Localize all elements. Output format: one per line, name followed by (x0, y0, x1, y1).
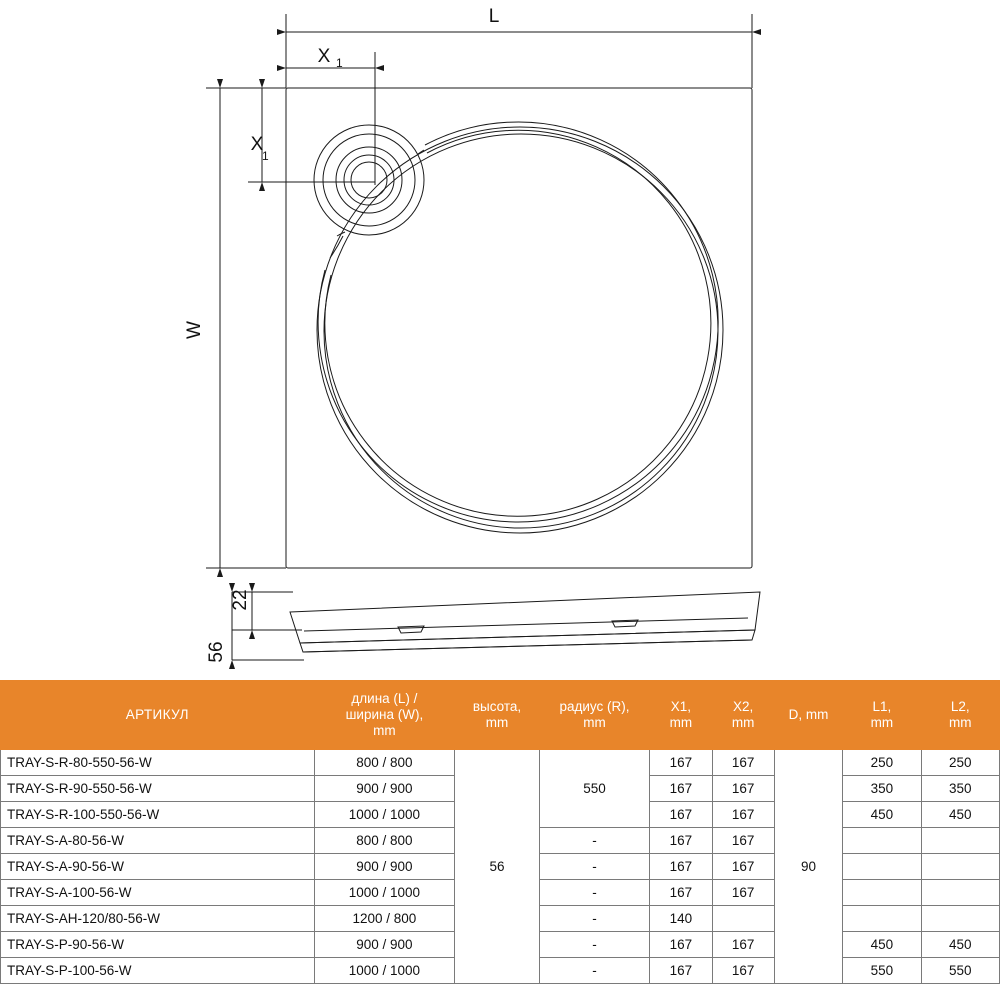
cell-x2: 167 (712, 958, 774, 984)
cell-article: TRAY-S-AH-120/80-56-W (1, 906, 315, 932)
specification-table (0, 680, 1000, 984)
cell-x2: 167 (712, 854, 774, 880)
cell-l2 (921, 880, 999, 906)
table-body (1, 750, 1000, 984)
cell-article: TRAY-S-R-90-550-56-W (1, 776, 315, 802)
cell-length-width: 1000 / 1000 (314, 958, 455, 984)
cell-l1: 450 (843, 802, 921, 828)
cell-article: TRAY-S-A-100-56-W (1, 880, 315, 906)
cell-x2 (712, 906, 774, 932)
cell-x2: 167 (712, 750, 774, 776)
column-header-l1-line1: L1, (872, 699, 892, 715)
cell-length-width: 800 / 800 (314, 828, 455, 854)
cell-x2: 167 (712, 828, 774, 854)
dim-label-height-56: 56 (206, 641, 227, 663)
cell-article: TRAY-S-A-80-56-W (1, 828, 315, 854)
cell-x1: 167 (650, 750, 712, 776)
cell-length-width: 900 / 900 (314, 854, 455, 880)
cell-l1: 350 (843, 776, 921, 802)
column-header-article: АРТИКУЛ (1, 681, 315, 750)
cell-l2: 350 (921, 776, 999, 802)
column-header-x2-line1: X2, (733, 699, 754, 715)
cell-l2: 450 (921, 802, 999, 828)
cell-x1: 167 (650, 802, 712, 828)
dim-label-x1-left-subscript: 1 (262, 149, 269, 163)
column-header-lw-line2: ширина (W), (345, 707, 424, 723)
cell-x2: 167 (712, 776, 774, 802)
cell-length-width: 900 / 900 (314, 776, 455, 802)
cell-l2 (921, 828, 999, 854)
cell-l2: 550 (921, 958, 999, 984)
cell-article: TRAY-S-R-100-550-56-W (1, 802, 315, 828)
cell-radius: - (539, 906, 650, 932)
dim-label-length: L (488, 6, 500, 27)
cell-l2 (921, 854, 999, 880)
cell-d-merged: 90 (774, 750, 842, 984)
cell-x1: 140 (650, 906, 712, 932)
cell-radius: - (539, 932, 650, 958)
cell-length-width: 800 / 800 (314, 750, 455, 776)
column-header-height (455, 681, 539, 750)
column-header-d: D, mm (774, 681, 842, 750)
table-header-row (1, 681, 1000, 750)
column-header-l2 (921, 681, 999, 750)
cell-length-width: 1000 / 1000 (314, 880, 455, 906)
cell-article: TRAY-S-R-80-550-56-W (1, 750, 315, 776)
column-header-lw-line1: длина (L) / (351, 691, 418, 707)
cell-l2 (921, 906, 999, 932)
cell-l1 (843, 906, 921, 932)
cell-radius: - (539, 958, 650, 984)
column-header-x1-line1: X1, (670, 699, 692, 715)
column-header-x2 (712, 681, 774, 750)
cell-radius-merged: 550 (539, 750, 650, 828)
column-header-height-line1: высота, (472, 699, 522, 715)
column-header-radius-line2: mm (583, 715, 606, 730)
column-header-l2-line2: mm (949, 715, 972, 730)
cell-radius: - (539, 828, 650, 854)
cell-l1: 550 (843, 958, 921, 984)
cell-x1: 167 (650, 932, 712, 958)
cell-x1: 167 (650, 854, 712, 880)
cell-l1 (843, 854, 921, 880)
cell-l1 (843, 828, 921, 854)
cell-x2: 167 (712, 802, 774, 828)
cell-l2: 250 (921, 750, 999, 776)
cell-l2: 450 (921, 932, 999, 958)
column-header-x2-line2: mm (731, 715, 755, 730)
cell-l1: 250 (843, 750, 921, 776)
cell-l1: 450 (843, 932, 921, 958)
cell-article: TRAY-S-P-90-56-W (1, 932, 315, 958)
cell-length-width: 900 / 900 (314, 932, 455, 958)
dim-label-height-22: 22 (230, 589, 251, 611)
cell-x1: 167 (650, 828, 712, 854)
column-header-l2-line1: L2, (950, 699, 970, 715)
cell-radius: - (539, 854, 650, 880)
dim-label-x1-top: X (317, 46, 331, 67)
cell-x2: 167 (712, 880, 774, 906)
column-header-l1-line2: mm (870, 715, 894, 730)
cell-article: TRAY-S-A-90-56-W (1, 854, 315, 880)
cell-article: TRAY-S-P-100-56-W (1, 958, 315, 984)
dim-label-x1-left: X (250, 134, 264, 155)
table-row (1, 750, 1000, 776)
column-header-radius (539, 681, 650, 750)
column-header-lw-line3: mm (373, 722, 396, 738)
column-header-radius-line1: радиус (R), (559, 699, 630, 715)
cell-radius: - (539, 880, 650, 906)
column-header-length-width (314, 681, 455, 750)
column-header-l1 (843, 681, 921, 750)
dim-label-width: W (184, 321, 205, 339)
cell-length-width: 1200 / 800 (314, 906, 455, 932)
dim-label-x1-top-subscript: 1 (336, 56, 343, 70)
cell-l1 (843, 880, 921, 906)
column-header-height-line2: mm (485, 715, 509, 730)
cell-x1: 167 (650, 958, 712, 984)
cell-length-width: 1000 / 1000 (314, 802, 455, 828)
cell-x1: 167 (650, 776, 712, 802)
column-header-x1 (650, 681, 712, 750)
cell-height-merged: 56 (455, 750, 539, 984)
column-header-x1-line2: mm (669, 715, 693, 730)
cell-x1: 167 (650, 880, 712, 906)
cell-x2: 167 (712, 932, 774, 958)
